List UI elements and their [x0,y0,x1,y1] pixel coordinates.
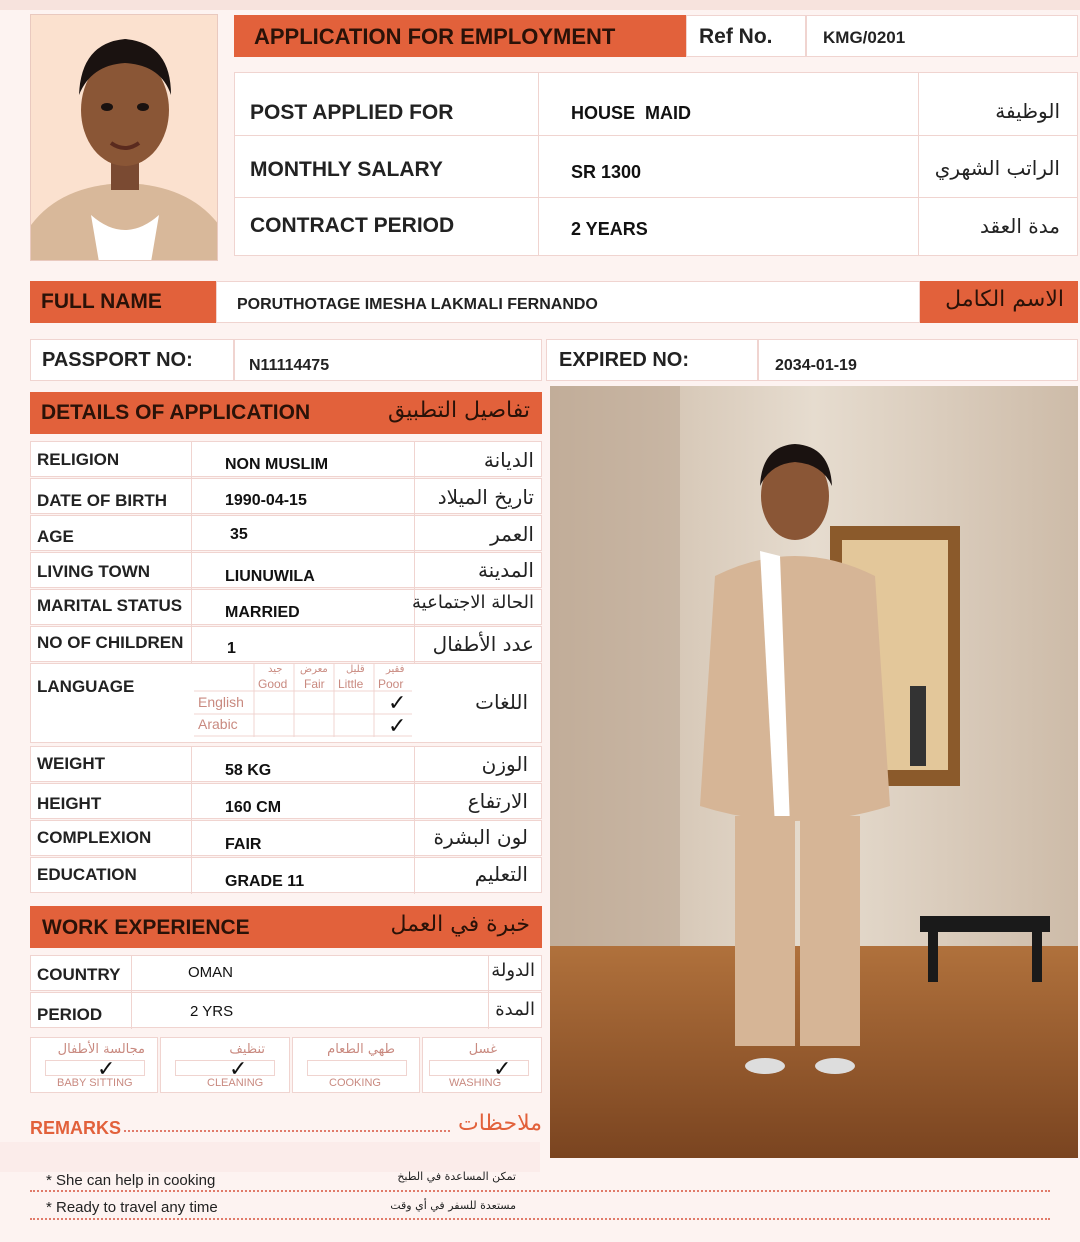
expired-value-cell [758,339,1078,381]
details-col-divider [191,441,192,663]
arabic-check-icon: ✓ [388,713,407,738]
contract-label: CONTRACT PERIOD [250,214,455,237]
marital-ar: الحالة الاجتماعية [412,592,534,613]
level-poor: Poor [378,677,404,691]
skill-baby-sitting-check-icon: ✓ [97,1056,116,1081]
full-body-illustration [550,386,1078,1158]
expired-label: EXPIRED NO: [559,349,690,371]
height-value: 160 CM [225,799,282,816]
contract-ar: مدة العقد [980,214,1060,238]
level-good: Good [258,677,288,691]
skill-washing-check-icon: ✓ [493,1056,512,1081]
application-title: APPLICATION FOR EMPLOYMENT [234,15,686,57]
skill-baby-sitting [30,1037,158,1093]
ref-value: KMG/0201 [823,28,906,47]
skill-baby-sitting-box [45,1060,145,1076]
level-little-ar: قليل [346,664,365,675]
details-row [30,515,542,551]
job-divider-1 [538,72,539,256]
skill-cooking-ar: طهي الطعام [327,1042,395,1057]
ref-label-cell [686,15,806,57]
job-rowline-2 [234,197,1078,198]
age-label: AGE [37,527,74,546]
expired-value: 2034-01-19 [775,357,857,374]
details-col-divider [414,746,415,894]
portrait-illustration [31,15,218,261]
level-fair-ar: معرض [300,664,328,675]
work-title: WORK EXPERIENCE [42,916,250,939]
country-ar: الدولة [491,960,535,981]
period-ar: المدة [495,999,535,1020]
english-check-icon: ✓ [388,690,407,715]
work-col-divider [488,955,489,1029]
dob-ar: تاريخ الميلاد [437,485,534,509]
language-ar: اللغات [475,690,528,714]
skill-baby-sitting-label: BABY SITTING [57,1077,133,1089]
contract-value: 2 YEARS [571,219,648,239]
skill-cleaning-ar: تنظيف [229,1042,265,1057]
full-name-label: FULL NAME [30,281,216,323]
language-arabic: Arabic [198,716,238,732]
work-header [30,906,542,948]
complexion-value: FAIR [225,836,262,853]
details-col-divider [414,441,415,663]
portrait-photo [30,14,218,261]
complexion-label: COMPLEXION [37,828,152,847]
weight-value: 58 KG [225,762,272,779]
religion-ar: الديانة [483,448,534,472]
remark-2-en: * Ready to travel any time [46,1199,218,1216]
skill-cleaning-label: CLEANING [207,1077,264,1089]
post-label: POST APPLIED FOR [250,101,454,124]
skill-cooking [292,1037,420,1093]
details-row [30,783,542,819]
expired-label-cell [546,339,758,381]
dob-label: DATE OF BIRTH [37,491,168,510]
ref-value-cell [806,15,1078,57]
height-ar: الارتفاع [467,789,528,813]
religion-value: NON MUSLIM [225,456,329,473]
skill-baby-sitting-ar: مجالسة الأطفال [57,1042,145,1057]
education-ar: التعليم [474,862,528,886]
full-name-ar [920,281,1078,323]
remark-item [0,1142,540,1172]
passport-label-cell [30,339,234,381]
skill-washing-box [429,1060,529,1076]
language-label: LANGUAGE [37,677,135,696]
full-name-cell [216,281,920,323]
level-good-ar: جيد [268,664,283,675]
level-little: Little [338,677,364,691]
language-grid [194,663,412,737]
children-label: NO OF CHILDREN [37,633,184,652]
remark-1-dotline [30,1190,1050,1192]
passport-value: N11114475 [249,357,330,374]
full-body-photo [550,386,1078,1158]
post-ar: الوظيفة [995,99,1060,123]
period-label: PERIOD [37,1005,103,1024]
remark-2-dotline [30,1218,1050,1220]
country-value: OMAN [188,964,233,981]
weight-ar: الوزن [481,752,528,776]
passport-value-cell [234,339,542,381]
salary-ar: الراتب الشهري [934,156,1060,180]
passport-label: PASSPORT NO: [42,349,193,371]
children-value: 1 [227,640,236,657]
country-label: COUNTRY [37,965,121,984]
skill-washing-label: WASHING [449,1077,502,1089]
remark-1-en: * She can help in cooking [46,1172,216,1189]
remarks-dotline [124,1130,450,1132]
age-ar: العمر [490,522,534,546]
marital-value: MARRIED [225,604,300,621]
skill-cleaning [160,1037,290,1093]
details-title-ar: تفاصيل التطبيق [387,398,530,423]
full-name-value: PORUTHOTAGE IMESHA LAKMALI FERNANDO [237,296,598,313]
skill-cleaning-check-icon: ✓ [229,1056,248,1081]
work-title-ar: خبرة في العمل [390,912,530,937]
skill-cooking-label: COOKING [329,1077,381,1089]
town-value: LIUNUWILA [225,568,315,585]
weight-label: WEIGHT [37,754,105,773]
work-col-divider [131,955,132,1029]
level-poor-ar: فقير [386,664,405,675]
salary-label: MONTHLY SALARY [250,158,443,181]
post-value: HOUSE MAID [571,103,692,123]
skill-washing-ar: غسل [468,1042,497,1057]
remark-2-ar: مستعدة للسفر في أي وقت [390,1199,516,1212]
town-label: LIVING TOWN [37,562,151,581]
marital-label: MARITAL STATUS [37,596,183,615]
education-label: EDUCATION [37,865,137,884]
remarks-label: REMARKS [30,1118,122,1138]
details-col-divider [191,746,192,894]
job-divider-2 [918,72,919,256]
skill-cleaning-box [175,1060,275,1076]
dob-value: 1990-04-15 [225,492,307,509]
details-title: DETAILS OF APPLICATION [41,401,311,424]
children-ar: عدد الأطفال [432,632,534,656]
height-label: HEIGHT [37,794,102,813]
town-ar: المدينة [477,558,534,582]
remarks-label-ar: ملاحظات [458,1111,542,1136]
salary-value: SR 1300 [571,162,642,182]
religion-label: RELIGION [37,450,120,469]
details-row [30,746,542,782]
level-fair: Fair [304,677,325,691]
skill-cooking-box [307,1060,407,1076]
period-value: 2 YRS [190,1003,234,1020]
details-header [30,392,542,434]
ref-label: Ref No. [699,25,773,48]
complexion-ar: لون البشرة [433,825,528,849]
age-value: 35 [230,526,248,543]
language-english: English [198,694,244,710]
skill-washing [422,1037,542,1093]
top-strip [0,0,1080,10]
work-row [30,992,542,1028]
job-rowline-1 [234,135,1078,136]
education-value: GRADE 11 [225,873,305,890]
full-name-ar-text: الاسم الكامل [945,287,1064,312]
remark-1-ar: تمكن المساعدة في الطبخ [397,1170,516,1183]
